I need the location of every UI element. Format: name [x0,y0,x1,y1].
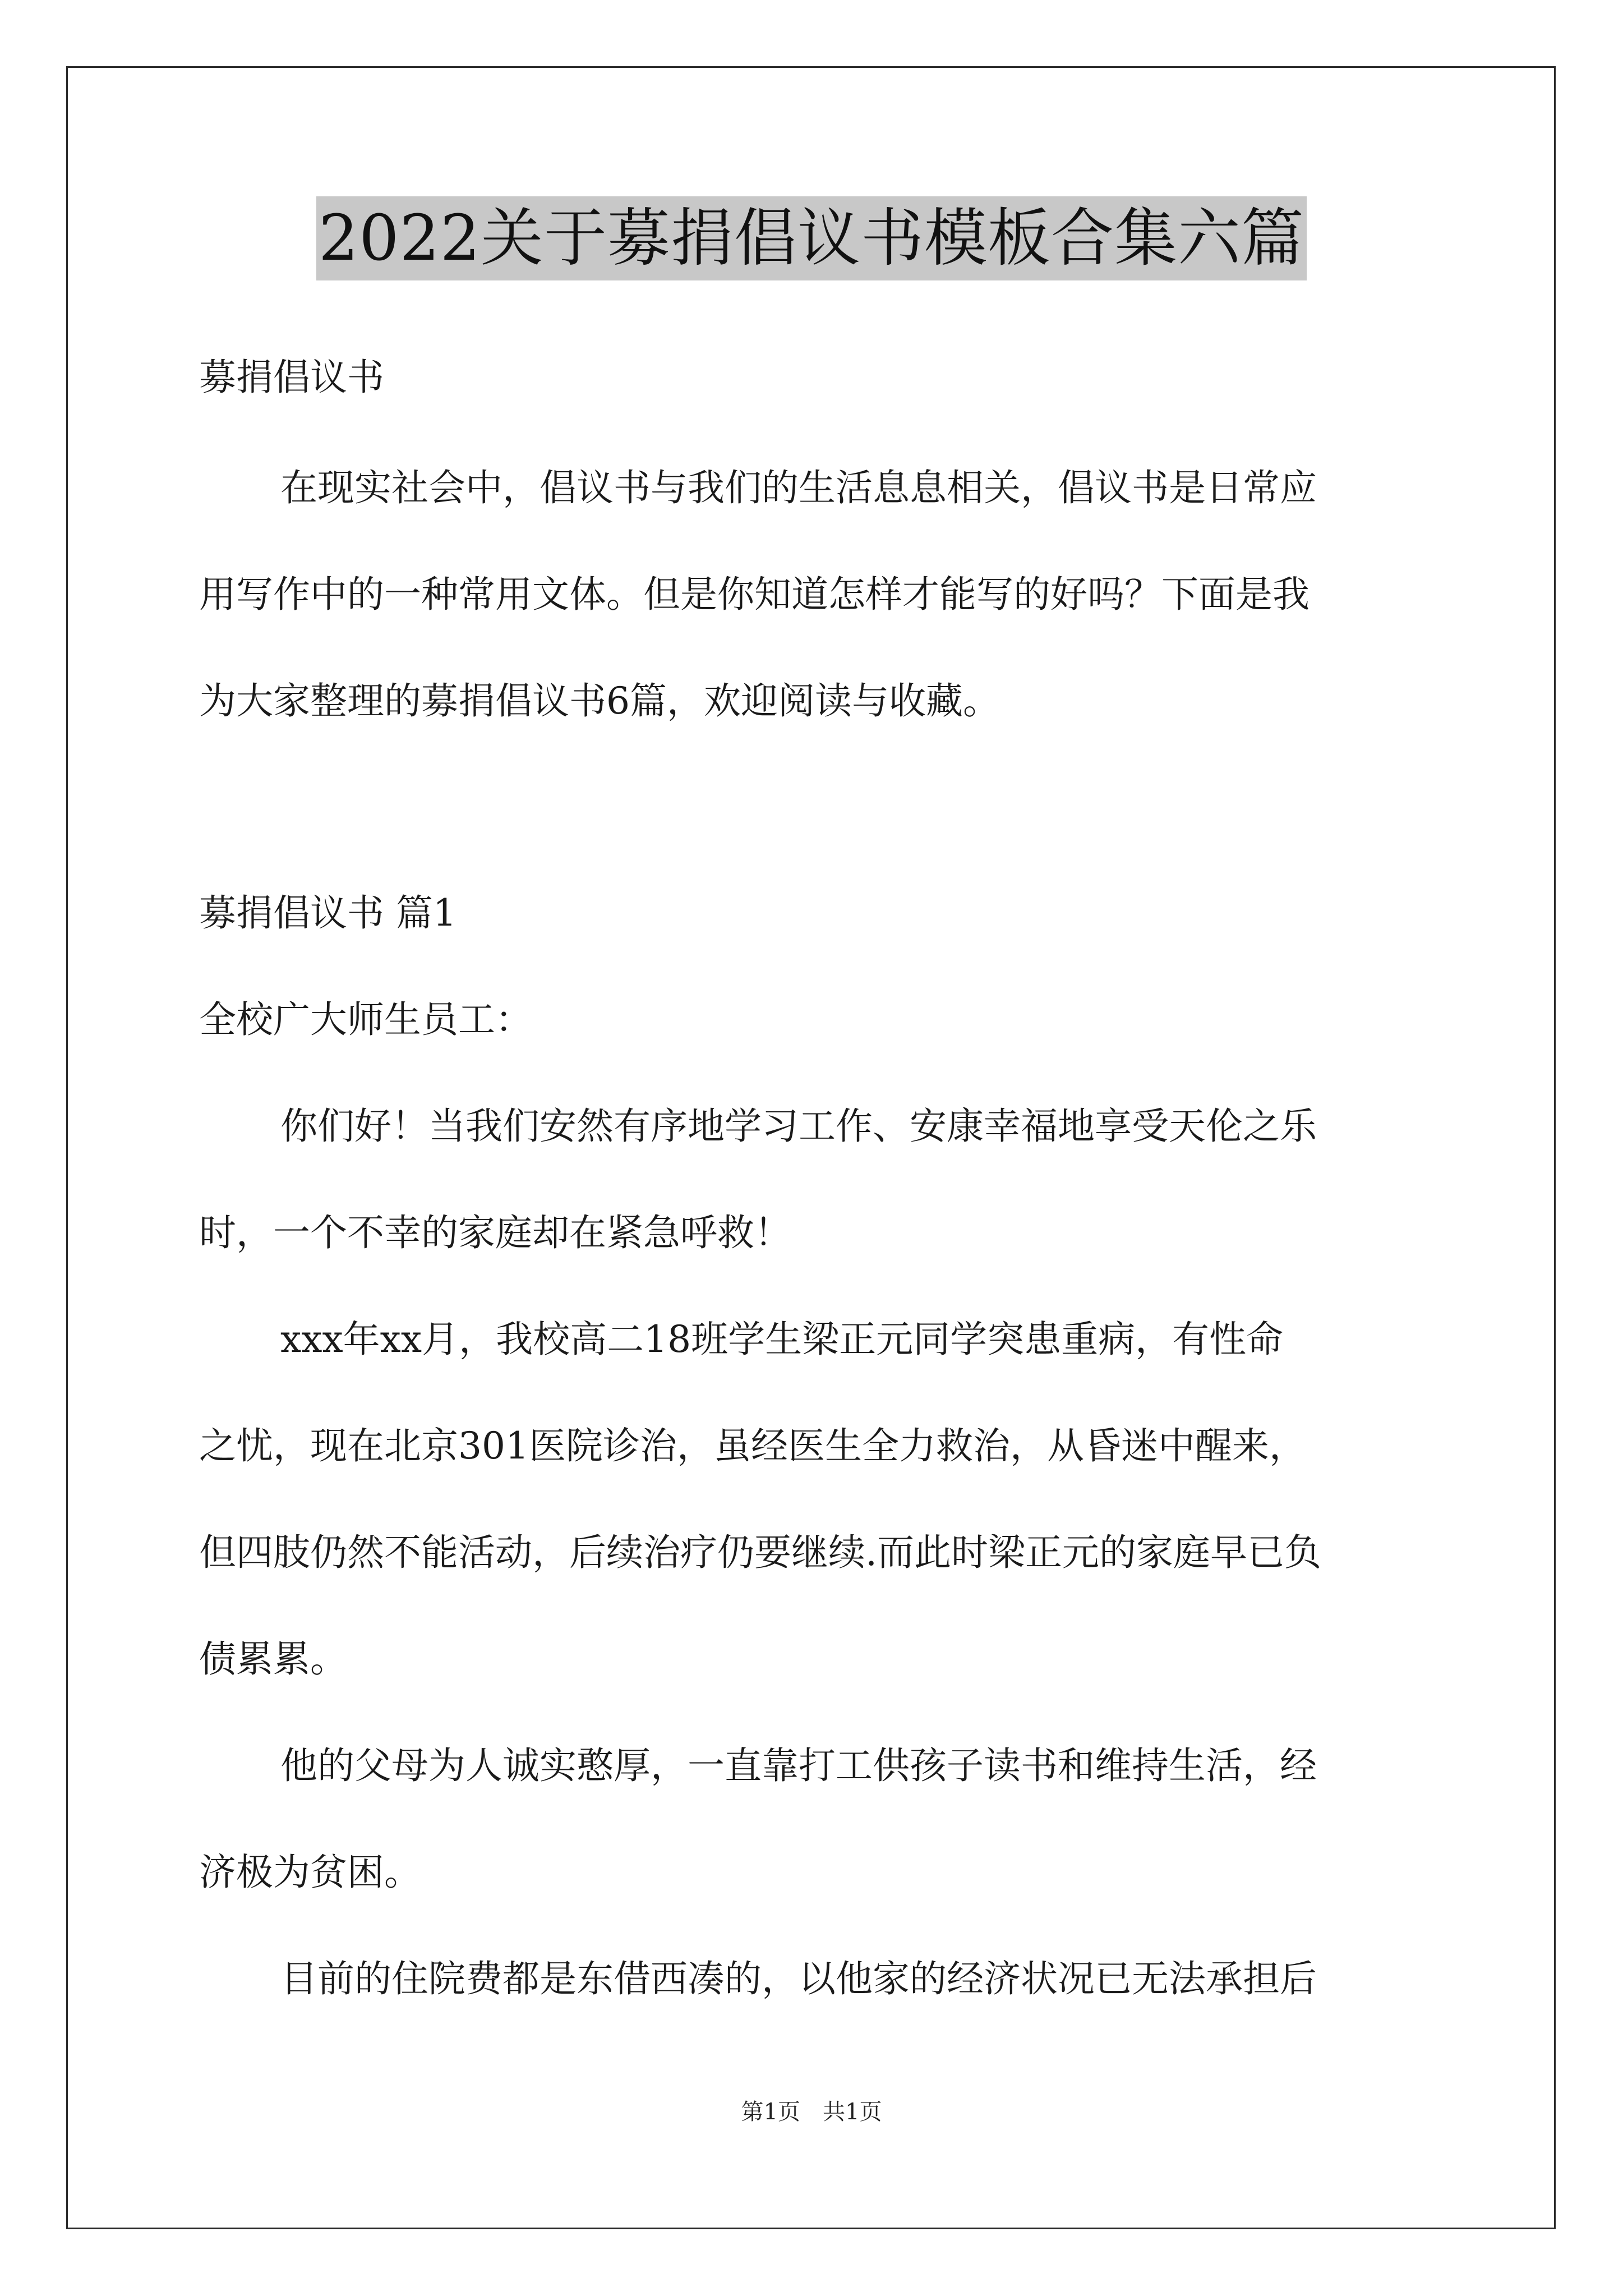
paragraph-line: 在现实社会中，倡议书与我们的生活息息相关，倡议书是日常应 [280,466,1317,509]
title-container [0,196,1623,280]
paragraph-line: 他的父母为人诚实憨厚，一直靠打工供孩子读书和维持生活，经 [280,1744,1317,1787]
document-title: 2022关于募捐倡议书模板合集六篇 [316,196,1307,280]
paragraph-line: xxx年xx月，我校高二18班学生梁正元同学突患重病，有性命 [280,1318,1284,1361]
paragraph-line: 目前的住院费都是东借西凑的，以他家的经济状况已无法承担后 [280,1957,1317,2000]
paragraph-line: 济极为贫困。 [199,1851,421,1894]
paragraph-line: 用写作中的一种常用文体。但是你知道怎样才能写的好吗？下面是我 [199,573,1310,616]
paragraph-line: 债累累。 [199,1637,347,1681]
paragraph-line: 你们好！当我们安然有序地学习工作、安康幸福地享受天伦之乐 [280,1105,1317,1148]
salutation: 全校广大师生员工： [199,998,532,1041]
paragraph-line: 之忧，现在北京301医院诊治，虽经医生全力救治，从昏迷中醒来， [199,1424,1306,1467]
section-heading: 募捐倡议书 [199,356,384,399]
section-heading: 募捐倡议书 篇1 [199,891,457,935]
paragraph-line: 但四肢仍然不能活动，后续治疗仍要继续.而此时梁正元的家庭早已负 [199,1531,1321,1574]
paragraph-line: 时，一个不幸的家庭却在紧急呼救！ [199,1211,791,1254]
paragraph-line: 为大家整理的募捐倡议书6篇，欢迎阅读与收藏。 [199,679,1000,723]
page-footer: 第1页 共1页 [741,2099,882,2125]
